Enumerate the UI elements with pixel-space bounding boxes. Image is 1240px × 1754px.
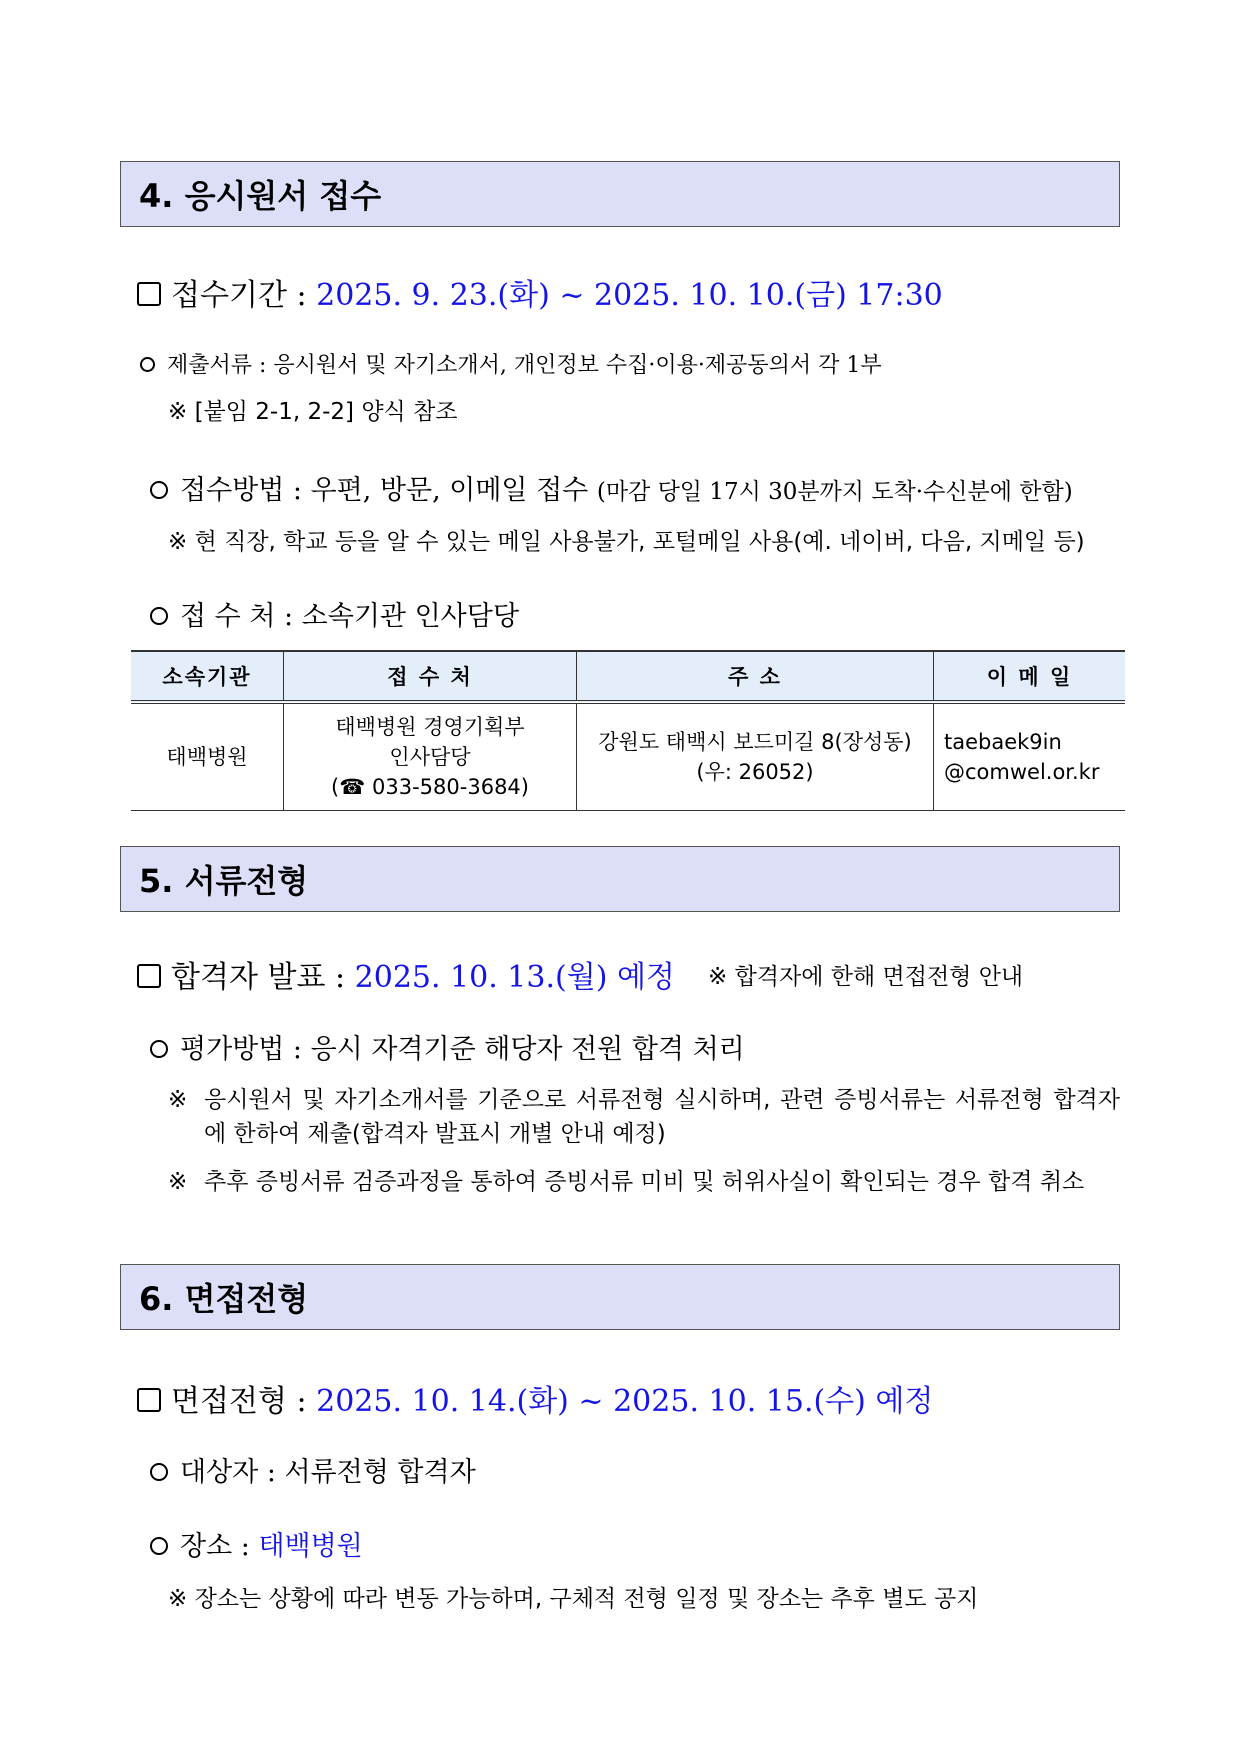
venue-line	[150, 1524, 363, 1563]
note-2-text: 추후 증빙서류 검증과정을 통하여 증빙서류 미비 및 허위사실이 확인되는 경우 합격 취소	[204, 1169, 1085, 1195]
docs-note: ※ [붙임 2-1, 2-2] 양식 참조	[168, 399, 458, 425]
venue-value: 태백병원	[258, 1531, 363, 1562]
section-4-title: 4. 응시원서 접수	[139, 177, 382, 215]
method-paren: (마감 당일 17시 30분까지 도착·수신분에 한함)	[596, 479, 1073, 505]
venue-label: 장소 :	[180, 1531, 250, 1562]
docs-line	[140, 348, 882, 379]
method-line	[150, 468, 1073, 507]
cell-address	[577, 702, 934, 811]
interview-value: 2025. 10. 14.(화) ~ 2025. 10. 15.(수) 예정	[316, 1384, 934, 1419]
email-line-2: @comwel.or.kr	[944, 760, 1100, 784]
header-org: 소속기관	[131, 651, 284, 702]
section-6-title: 6. 면접전형	[139, 1280, 309, 1318]
section-4-header	[120, 161, 1120, 227]
target-line	[150, 1450, 476, 1489]
contact-table	[131, 650, 1125, 811]
note-2	[168, 1165, 1120, 1199]
note-1	[168, 1083, 1120, 1151]
cell-dept	[284, 702, 577, 811]
note-1-text: 응시원서 및 자기소개서를 기준으로 서류전형 실시하며, 관련 증빙서류는 서류전형 합격자에 한하여 제출(합격자 발표시 개별 안내 예정)	[204, 1087, 1120, 1147]
eval-line	[150, 1027, 745, 1066]
header-dept: 접 수 처	[284, 651, 577, 702]
table-header-row	[131, 651, 1125, 702]
announce-line	[137, 952, 675, 996]
period-label: 접수기간 :	[171, 278, 307, 313]
interview-label: 면접전형 :	[171, 1384, 307, 1419]
section-6-header	[120, 1264, 1120, 1330]
circle-bullet-icon	[150, 1537, 168, 1555]
eval-text: 평가방법 : 응시 자격기준 해당자 전원 합격 처리	[180, 1034, 745, 1065]
period-line	[137, 270, 943, 314]
circle-bullet-icon	[150, 481, 168, 499]
checkbox-square-icon	[137, 964, 161, 988]
place-label: 접 수 처 : 소속기관 인사담당	[180, 601, 519, 632]
method-note: ※ 현 직장, 학교 등을 알 수 있는 메일 사용불가, 포털메일 사용(예. 네이버, 다음, 지메일 등)	[168, 529, 1085, 555]
cell-email	[934, 702, 1126, 811]
period-value: 2025. 9. 23.(화) ~ 2025. 10. 10.(금) 17:30	[316, 278, 943, 313]
dept-line-2: 인사담당	[389, 745, 471, 769]
note-mark: ※	[168, 1169, 188, 1195]
table-row	[131, 702, 1125, 811]
email-line-1: taebaek9in	[944, 730, 1062, 754]
docs-text: 제출서류 : 응시원서 및 자기소개서, 개인정보 수집·이용·제공동의서 각 1부	[167, 353, 882, 378]
header-email: 이 메 일	[934, 651, 1126, 702]
circle-bullet-icon	[150, 1040, 168, 1058]
header-address: 주 소	[577, 651, 934, 702]
announce-note: ※ 합격자에 한해 면접전형 안내	[708, 964, 1024, 990]
dept-phone: (☎ 033-580-3684)	[331, 775, 529, 799]
place-line	[150, 594, 519, 633]
announce-value: 2025. 10. 13.(월) 예정	[354, 960, 675, 995]
cell-org: 태백병원	[131, 702, 284, 811]
address-line-1: 강원도 태백시 보드미길 8(장성동)	[598, 730, 912, 754]
circle-bullet-icon	[150, 1463, 168, 1481]
address-line-2: (우: 26052)	[696, 760, 814, 784]
announce-label: 합격자 발표 :	[171, 960, 346, 995]
section-5-header	[120, 846, 1120, 912]
method-label: 접수방법 : 우편, 방문, 이메일 접수	[180, 475, 589, 506]
checkbox-square-icon	[137, 1388, 161, 1412]
dept-line-1: 태백병원 경영기획부	[335, 715, 525, 739]
target-text: 대상자 : 서류전형 합격자	[180, 1457, 476, 1488]
checkbox-square-icon	[137, 282, 161, 306]
circle-bullet-icon	[140, 357, 155, 372]
section-5-title: 5. 서류전형	[139, 862, 309, 900]
note-mark: ※	[168, 1087, 188, 1113]
interview-line	[137, 1376, 933, 1420]
circle-bullet-icon	[150, 607, 168, 625]
venue-note: ※ 장소는 상황에 따라 변동 가능하며, 구체적 전형 일정 및 장소는 추후 별도 공지	[168, 1586, 979, 1612]
